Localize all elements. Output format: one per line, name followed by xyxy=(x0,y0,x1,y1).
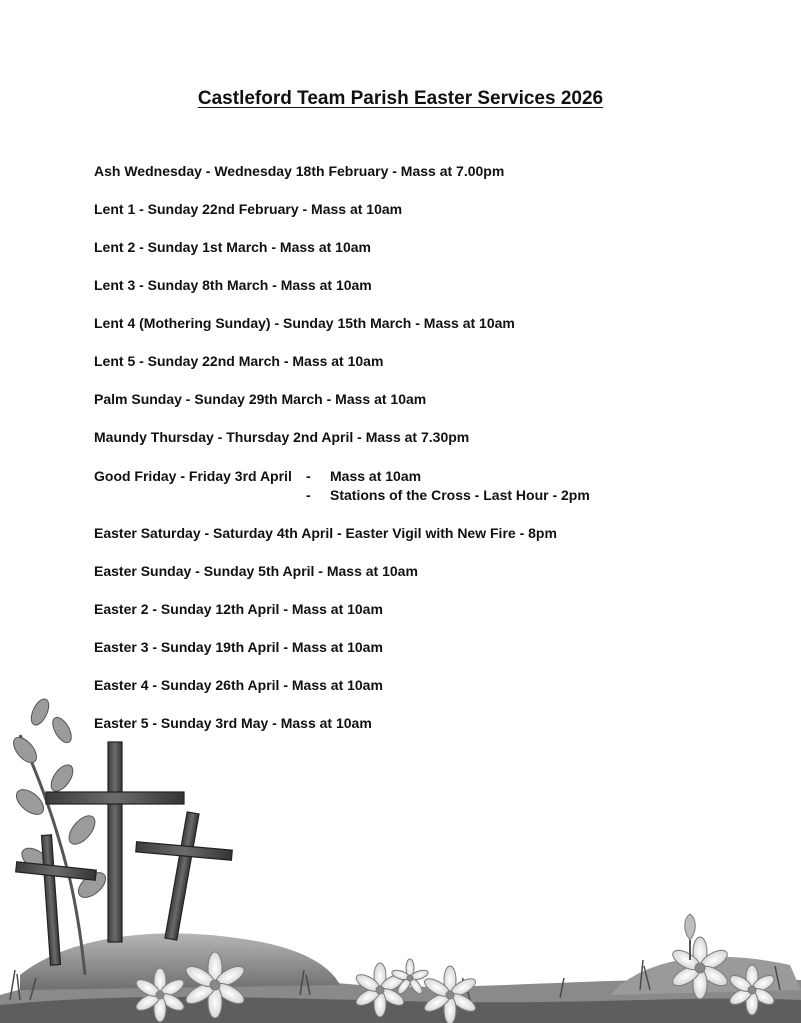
good-friday-item-1: Mass at 10am xyxy=(330,468,422,484)
service-easter-3: Easter 3 - Sunday 19th April - Mass at 10am xyxy=(94,639,383,655)
service-lent-5: Lent 5 - Sunday 22nd March - Mass at 10am xyxy=(94,353,384,369)
page-title: Castleford Team Parish Easter Services 2026 xyxy=(197,88,604,109)
service-palm-sunday: Palm Sunday - Sunday 29th March - Mass at 10am xyxy=(94,391,427,407)
service-good-friday: Good Friday - Friday 3rd April xyxy=(94,468,292,484)
service-easter-sunday: Easter Sunday - Sunday 5th April - Mass at 10am xyxy=(94,563,418,579)
service-maundy-thursday: Maundy Thursday - Thursday 2nd April - Mass at 7.30pm xyxy=(94,429,470,445)
good-friday-dash-2: - xyxy=(306,487,311,503)
service-lent-3: Lent 3 - Sunday 8th March - Mass at 10am xyxy=(94,277,372,293)
service-lent-2: Lent 2 - Sunday 1st March - Mass at 10am xyxy=(94,239,371,255)
three-crosses-with-flowers-illustration xyxy=(0,690,801,1023)
service-ash-wednesday: Ash Wednesday - Wednesday 18th February - Mass at 7.00pm xyxy=(94,163,505,179)
service-easter-4: Easter 4 - Sunday 26th April - Mass at 10am xyxy=(94,677,383,693)
service-easter-2: Easter 2 - Sunday 12th April - Mass at 10am xyxy=(94,601,383,617)
good-friday-item-2: Stations of the Cross - Last Hour - 2pm xyxy=(330,487,590,503)
service-easter-saturday: Easter Saturday - Saturday 4th April - Easter Vigil with New Fire - 8pm xyxy=(94,525,557,541)
service-easter-5: Easter 5 - Sunday 3rd May - Mass at 10am xyxy=(94,715,372,731)
good-friday-dash-1: - xyxy=(306,468,311,484)
service-lent-1: Lent 1 - Sunday 22nd February - Mass at 10am xyxy=(94,201,403,217)
service-lent-4: Lent 4 (Mothering Sunday) - Sunday 15th March - Mass at 10am xyxy=(94,315,515,331)
